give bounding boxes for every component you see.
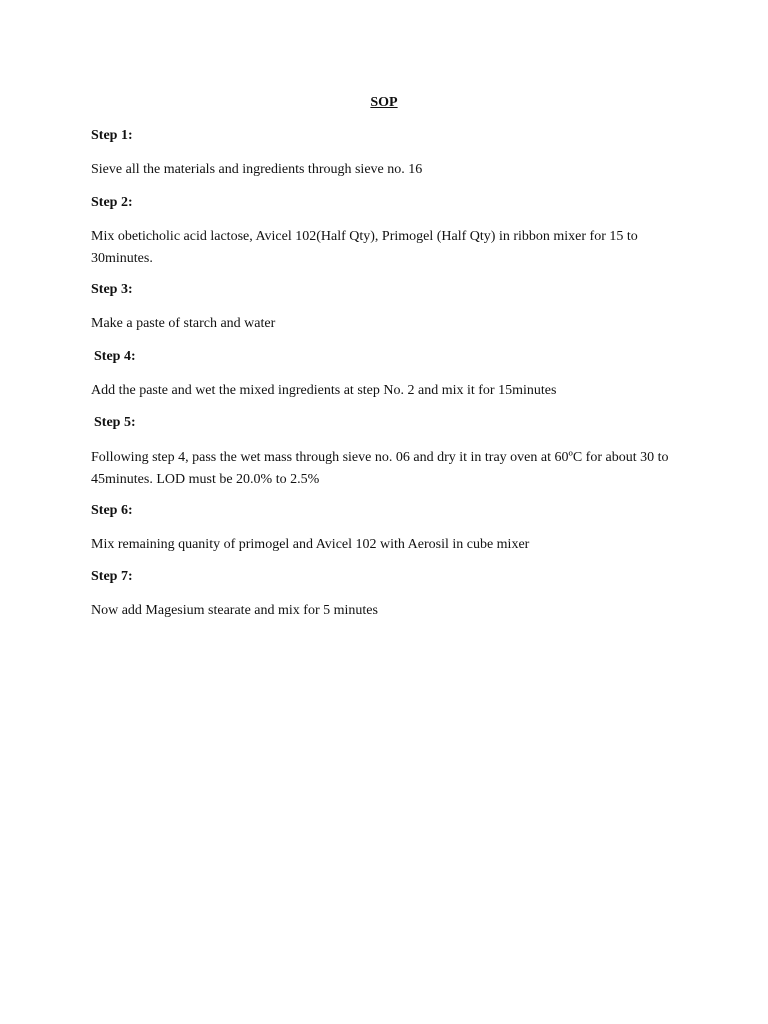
step-7-heading: Step 7:	[91, 569, 133, 584]
step-4-heading: Step 4:	[94, 349, 136, 364]
step-2-heading: Step 2:	[91, 195, 133, 210]
step-5-text: Following step 4, pass the wet mass through sieve no. 06 and dry it in tray oven at 60ºC for about 30 to 45minutes. LOD must be 20.0% to 2.5%	[91, 450, 669, 487]
step-5-heading: Step 5:	[94, 415, 136, 430]
step-4-text: Add the paste and wet the mixed ingredients at step No. 2 and mix it for 15minutes	[91, 383, 557, 398]
step-3-text: Make a paste of starch and water	[91, 316, 276, 331]
step-3-heading: Step 3:	[91, 282, 133, 297]
step-1-text: Sieve all the materials and ingredients through sieve no. 16	[91, 162, 423, 177]
step-1-heading: Step 1:	[91, 128, 133, 143]
step-2-text: Mix obeticholic acid lactose, Avicel 102(Half Qty), Primogel (Half Qty) in ribbon mixer for 15 to 30minutes.	[91, 229, 638, 266]
step-6-text: Mix remaining quanity of primogel and Avicel 102 with Aerosil in cube mixer	[91, 537, 530, 552]
step-7-text: Now add Magesium stearate and mix for 5 minutes	[91, 603, 378, 618]
document-title: SOP	[370, 95, 398, 110]
step-6-heading: Step 6:	[91, 503, 133, 518]
